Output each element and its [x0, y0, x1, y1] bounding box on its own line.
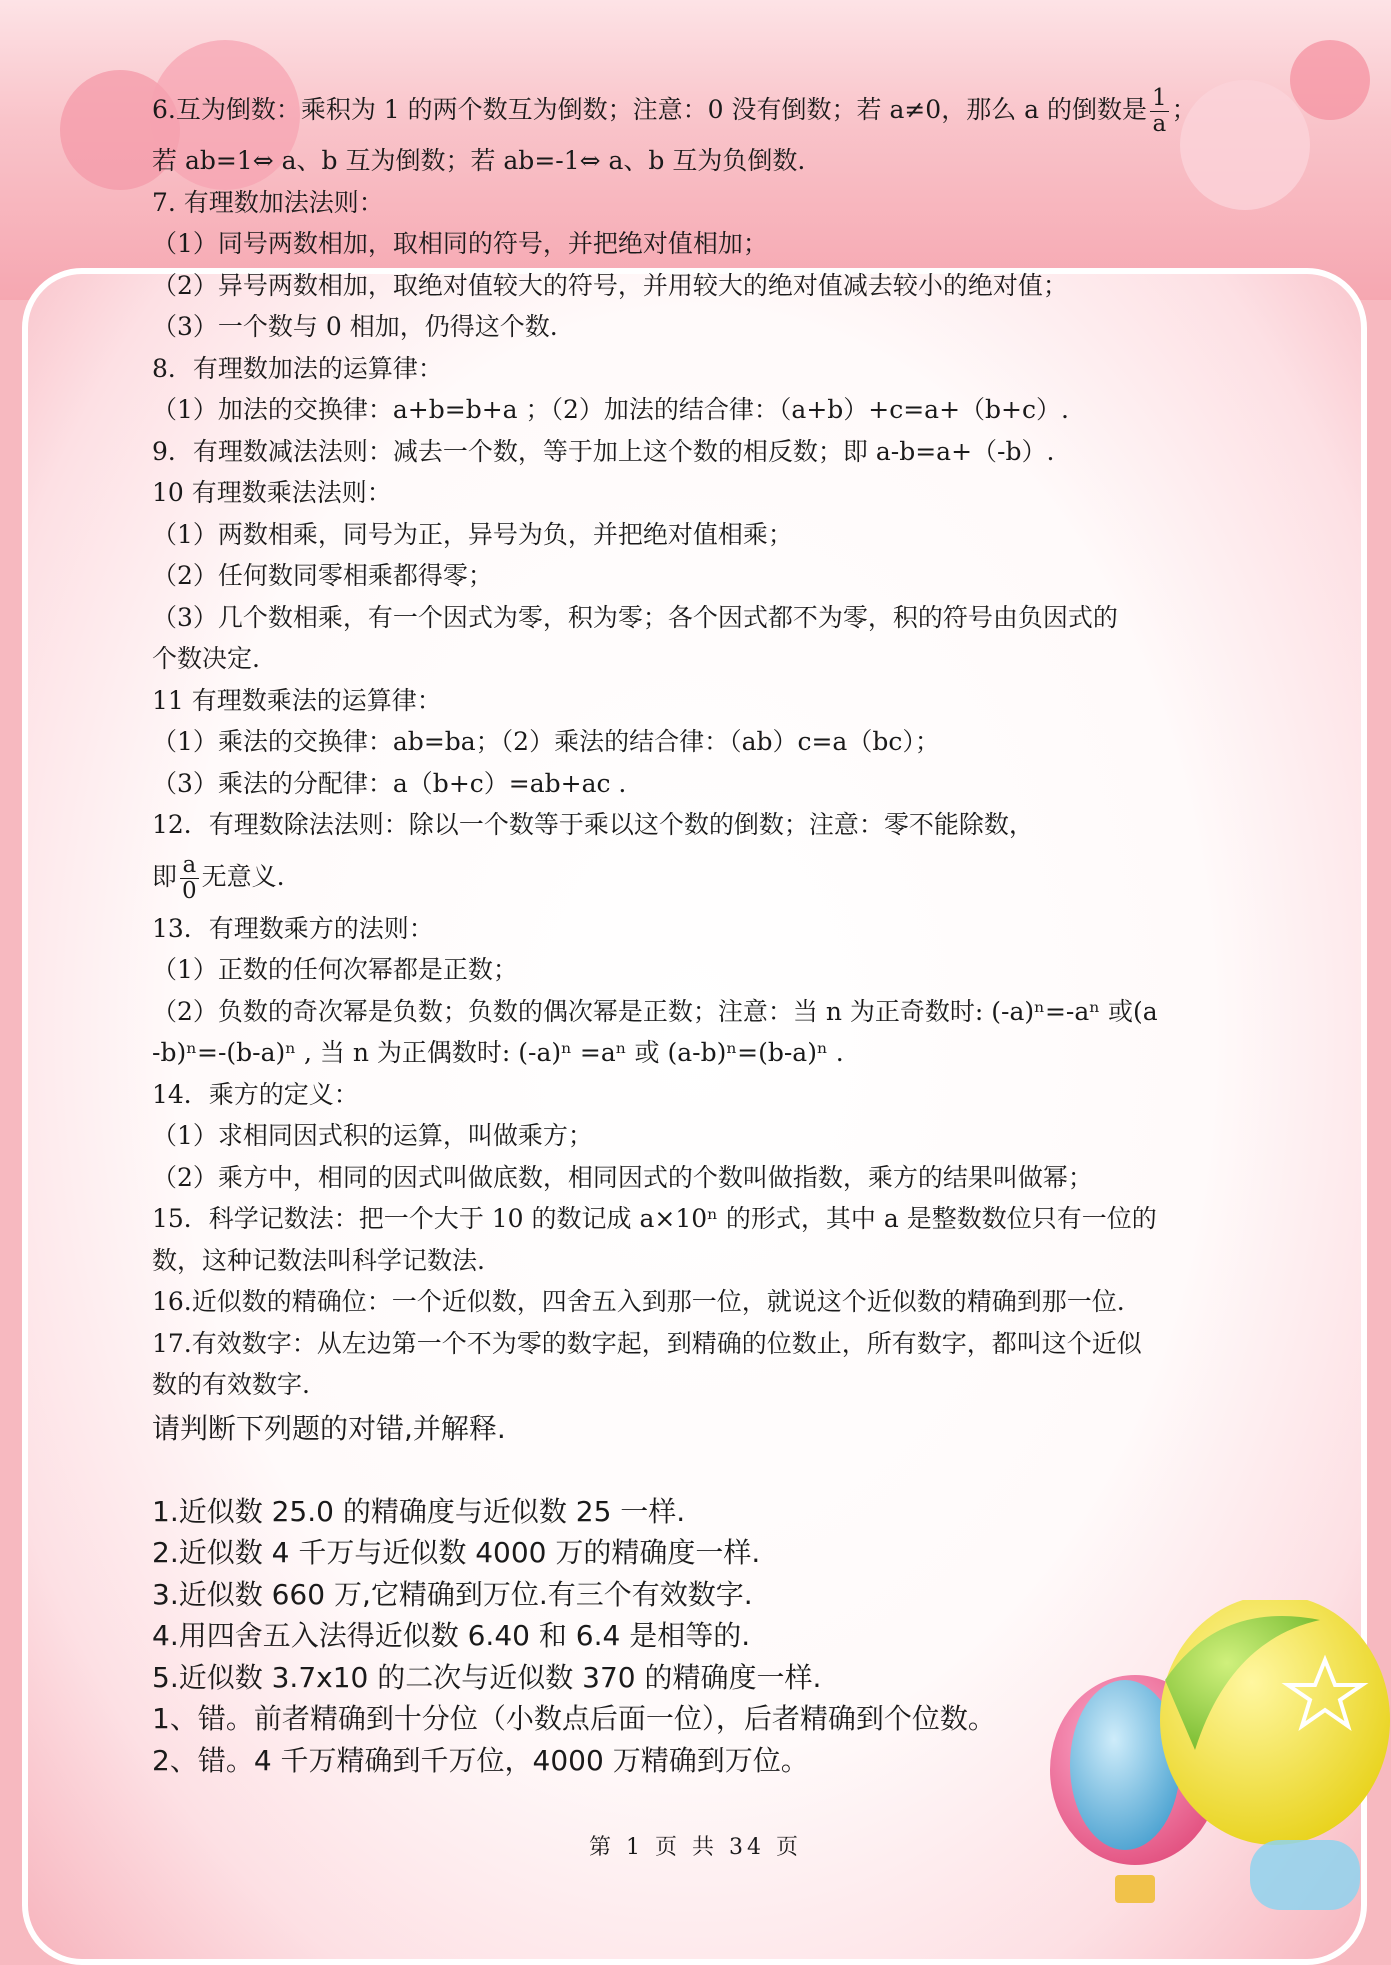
text: 6.互为倒数：乘积为 1 的两个数互为倒数；注意：0 没有倒数；若 a≠0，那么 a 的倒数是: [152, 95, 1148, 124]
fraction-numerator: a: [180, 853, 199, 879]
text-line: 若 ab=1⇔ a、b 互为倒数；若 ab=-1⇔ a、b 互为负倒数.: [152, 146, 806, 175]
section-heading: 7. 有理数加法法则：: [152, 187, 384, 217]
question-item: 3.近似数 660 万,它精确到万位.有三个有效数字.: [152, 1577, 753, 1611]
section-heading: 17.有效数字：从左边第一个不为零的数字起，到精确的位数止，所有数字，都叫这个近似: [152, 1328, 1142, 1358]
text-line: （2）异号两数相加，取绝对值较大的符号，并用较大的绝对值减去较小的绝对值；: [152, 270, 1068, 300]
text-line: （3）乘法的分配律：a（b+c）=ab+ac .: [152, 768, 627, 798]
decorative-flower: [1290, 40, 1370, 120]
text-line: （1）乘法的交换律：ab=ba；（2）乘法的结合律：（ab）c=a（bc）；: [152, 727, 940, 756]
page-footer: 第 1 页 共 34 页: [589, 1835, 802, 1860]
text-line: -b)ⁿ=-(b-a)ⁿ , 当 n 为正偶数时: (-a)ⁿ =aⁿ 或 (a-b)ⁿ=(b-a)ⁿ .: [152, 1038, 844, 1067]
fraction-numerator: 1: [1152, 85, 1167, 111]
document-body: [152, 80, 1242, 1781]
text-line: （1）同号两数相加，取相同的符号，并把绝对值相加；: [152, 229, 768, 258]
section-heading: 8．有理数加法的运算律：: [152, 353, 443, 383]
text-line: 个数决定.: [152, 644, 260, 673]
text-line: 数，这种记数法叫科学记数法.: [152, 1245, 485, 1275]
text-line: （1）求相同因式积的运算，叫做乘方；: [152, 1121, 593, 1150]
section-heading: 14．乘方的定义：: [152, 1079, 359, 1109]
question-item: 2.近似数 4 千万与近似数 4000 万的精确度一样.: [152, 1536, 761, 1569]
section-heading: 12．有理数除法法则：除以一个数等于乘以这个数的倒数；注意：零不能除数，: [152, 810, 1034, 839]
question-item: 4.用四舍五入法得近似数 6.40 和 6.4 是相等的.: [152, 1619, 751, 1652]
text: ；: [1171, 95, 1197, 124]
reciprocal-definition-line: [152, 80, 1242, 140]
fraction-1-over-a: [1150, 86, 1169, 137]
fraction-denominator: a: [1152, 111, 1167, 137]
text-line: （3）一个数与 0 相加，仍得这个数.: [152, 312, 558, 341]
section-heading: 9．有理数减法法则：减去一个数，等于加上这个数的相反数；即 a-b=a+（-b）.: [152, 436, 1055, 466]
text-line: （2）乘方中，相同的因式叫做底数，相同因式的个数叫做指数，乘方的结果叫做幂；: [152, 1162, 1093, 1192]
text-line: 数的有效数字.: [152, 1370, 310, 1399]
text-line: （1）正数的任何次幂都是正数；: [152, 955, 518, 984]
section-heading: 10 有理数乘法法则：: [152, 478, 392, 507]
text-line: （2）任何数同零相乘都得零；: [152, 561, 493, 590]
section-heading: 13．有理数乘方的法则：: [152, 913, 434, 943]
text-line: （3）几个数相乘，有一个因式为零，积为零；各个因式都不为零，积的符号由负因式的: [152, 602, 1118, 632]
text: 无意义.: [201, 861, 285, 891]
section-heading: 15．科学记数法：把一个大于 10 的数记成 a×10ⁿ 的形式，其中 a 是整数数位只有一位的: [152, 1204, 1157, 1233]
section-heading: 16.近似数的精确位：一个近似数，四舍五入到那一位，就说这个近似数的精确到那一位.: [152, 1287, 1125, 1316]
fraction-denominator: 0: [182, 877, 197, 904]
section-heading: 11 有理数乘法的运算律：: [152, 685, 442, 715]
text-line: （1）两数相乘，同号为正，异号为负，并把绝对值相乘；: [152, 519, 793, 549]
text: 即: [152, 861, 178, 891]
question-item: 5.近似数 3.7x10 的二次与近似数 370 的精确度一样.: [152, 1660, 822, 1694]
question-item: 1.近似数 25.0 的精确度与近似数 25 一样.: [152, 1494, 686, 1528]
text-line: （1）加法的交换律：a+b=b+a ；（2）加法的结合律：（a+b）+c=a+（b+c）.: [152, 395, 1069, 424]
fraction-a-over-0: [180, 853, 199, 904]
spacer: [152, 1449, 1242, 1491]
division-note-line: [152, 846, 1242, 908]
questions-prompt: 请判断下列题的对错,并解释.: [152, 1411, 506, 1445]
answer-item: 1、错。前者精确到十分位（小数点后面一位），后者精确到个位数。: [152, 1702, 996, 1735]
text-line: （2）负数的奇次幂是负数；负数的偶次幂是正数；注意：当 n 为正奇数时: (-a)ⁿ=-aⁿ 或(a: [152, 996, 1158, 1026]
answer-item: 2、错。4 千万精确到千万位，4000 万精确到万位。: [152, 1743, 809, 1777]
